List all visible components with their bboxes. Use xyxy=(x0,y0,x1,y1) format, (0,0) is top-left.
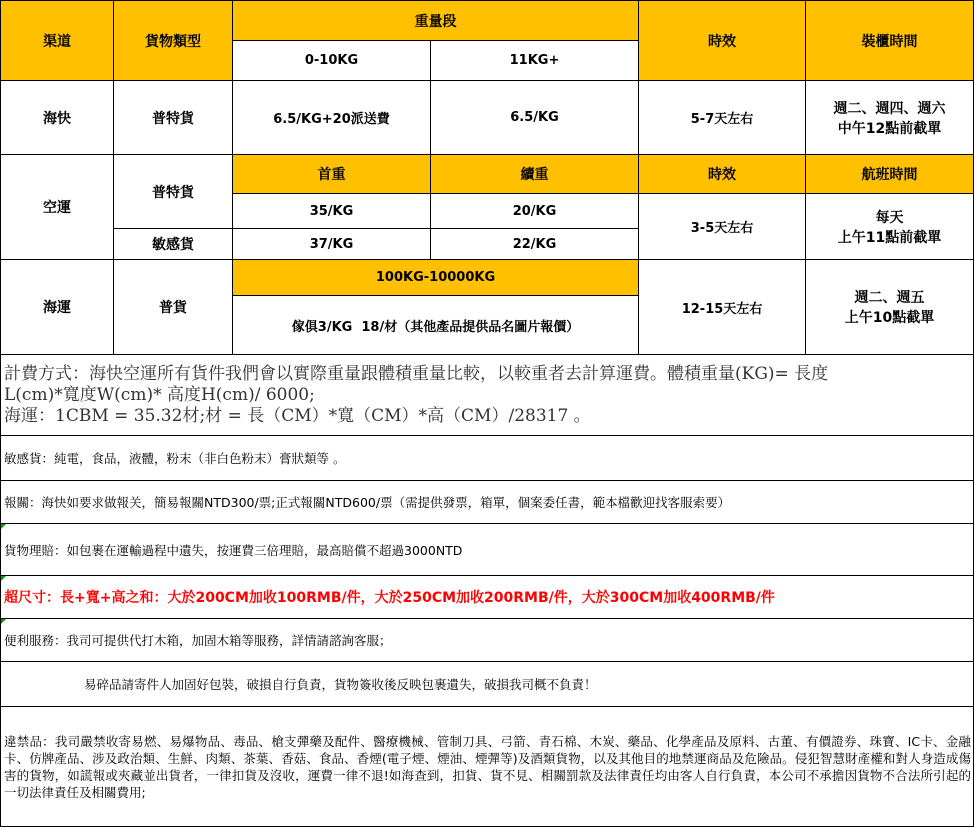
sea-channel: 海運 xyxy=(1,260,114,355)
air-flight-cutoff: 上午11點前截單 xyxy=(837,229,942,246)
sea-weight-range: 100KG-10000KG xyxy=(233,260,639,296)
air-general-first: 35/KG xyxy=(233,194,431,229)
sea-cutoff xyxy=(806,260,974,355)
customs-note: 報關：海快如要求做報关，簡易報關NTD300/票;正式報關NTD600/票（需提供發票，箱單，個案委任書，範本檔歡迎找客服索要） xyxy=(1,481,974,524)
sea-express-cutoff xyxy=(806,81,974,155)
air-header-timing: 時效 xyxy=(639,155,806,194)
fragile-note: 易碎品請寄件人加固好包裝，破損自行負責，貨物簽收後反映包裹遺失，破損我司概不負責！ xyxy=(1,662,974,707)
sea-express-cargo: 普特貨 xyxy=(114,81,233,155)
header-channel: 渠道 xyxy=(1,1,114,81)
air-header-extra-weight: 續重 xyxy=(431,155,639,194)
air-sensitive-cargo: 敏感貨 xyxy=(114,229,233,260)
sea-express-cutoff-days: 週二、週四、週六 xyxy=(833,100,946,117)
air-flight-days: 每天 xyxy=(875,209,904,226)
header-range-1: 0-10KG xyxy=(233,41,431,81)
billing-line-2: L(cm)*寬度W(cm)* 高度H(cm)/ 6000; xyxy=(4,384,315,405)
air-general-extra: 20/KG xyxy=(431,194,639,229)
sensitive-goods-note: 敏感貨：純電，食品，液體，粉末（非白色粉末）膏狀類等 。 xyxy=(1,436,974,481)
sea-cutoff-time: 上午10點截單 xyxy=(844,310,935,326)
header-cutoff: 裝櫃時間 xyxy=(806,1,974,81)
billing-note xyxy=(1,355,974,436)
sea-express-timing: 5-7天左右 xyxy=(639,81,806,155)
sea-express-price-1: 6.5/KG+20派送費 xyxy=(233,81,431,155)
air-flight-time xyxy=(806,194,974,260)
air-sensitive-first: 37/KG xyxy=(233,229,431,260)
air-sensitive-extra: 22/KG xyxy=(431,229,639,260)
air-header-flight-time: 航班時間 xyxy=(806,155,974,194)
air-timing: 3-5天左右 xyxy=(639,194,806,260)
oversize-note: 超尺寸：長+寬+高之和：大於200CM加收100RMB/件，大於250CM加收200RMB/件，大於300CM加收400RMB/件 xyxy=(1,576,974,619)
sea-timing: 12-15天左右 xyxy=(639,260,806,355)
sea-express-channel: 海快 xyxy=(1,81,114,155)
prohibited-note: 違禁品：我司嚴禁收寄易燃、易爆物品、毒品、槍支彈藥及配件、醫療機械、管制刀具、弓箭、青石棉、木炭、藥品、化學產品及原料、古董、有價證券、珠寶、IC卡、金融卡、仿牌產品、涉及政治類、生鮮、肉類、茶葉、香菇、食品、香煙(電子煙、煙油、煙彈等)及酒類貨物，以及其他目的地禁運商品及危險品。侵犯智慧財產權和對人身造成傷害的貨物，如謊報或夾藏並出貨者，一律扣貨及沒收，運費一律不退!如海查到，扣貨、貨不見、相關罰款及法律責任均由客人自行負責，本公司不承擔因貨物不合法所引起的一切法律責任及相關費用; xyxy=(1,707,974,827)
air-channel: 空運 xyxy=(1,155,114,260)
header-cargo-type: 貨物類型 xyxy=(114,1,233,81)
billing-line-3: 海運：1CBM = 35.32材;材 = 長（CM）*寬（CM）*高（CM）/28317 。 xyxy=(4,405,591,426)
service-note: 便利服務：我司可提供代打木箱，加固木箱等服務，詳情請諮詢客服； xyxy=(1,619,974,662)
air-general-cargo: 普特貨 xyxy=(114,155,233,229)
compensation-note: 貨物理賠：如包裹在運輸過程中遺失，按運費三倍理賠，最高賠償不超過3000NTD xyxy=(1,524,974,576)
air-header-first-weight: 首重 xyxy=(233,155,431,194)
sea-cargo: 普貨 xyxy=(114,260,233,355)
sea-express-cutoff-time: 中午12點前截單 xyxy=(837,120,942,137)
sea-price: 傢俱3/KG 18/材（其他產品提供品名圖片報價） xyxy=(233,296,639,355)
header-weight-segment: 重量段 xyxy=(233,1,639,41)
header-range-2: 11KG+ xyxy=(431,41,639,81)
sea-express-price-2: 6.5/KG xyxy=(431,81,639,155)
sea-cutoff-days: 週二、週五 xyxy=(854,290,925,306)
header-timing: 時效 xyxy=(639,1,806,81)
billing-line-1: 計費方式：海快空運所有貨件我們會以實際重量跟體積重量比較，以較重者去計算運費。體積重量(KG)= 長度 xyxy=(4,363,829,384)
